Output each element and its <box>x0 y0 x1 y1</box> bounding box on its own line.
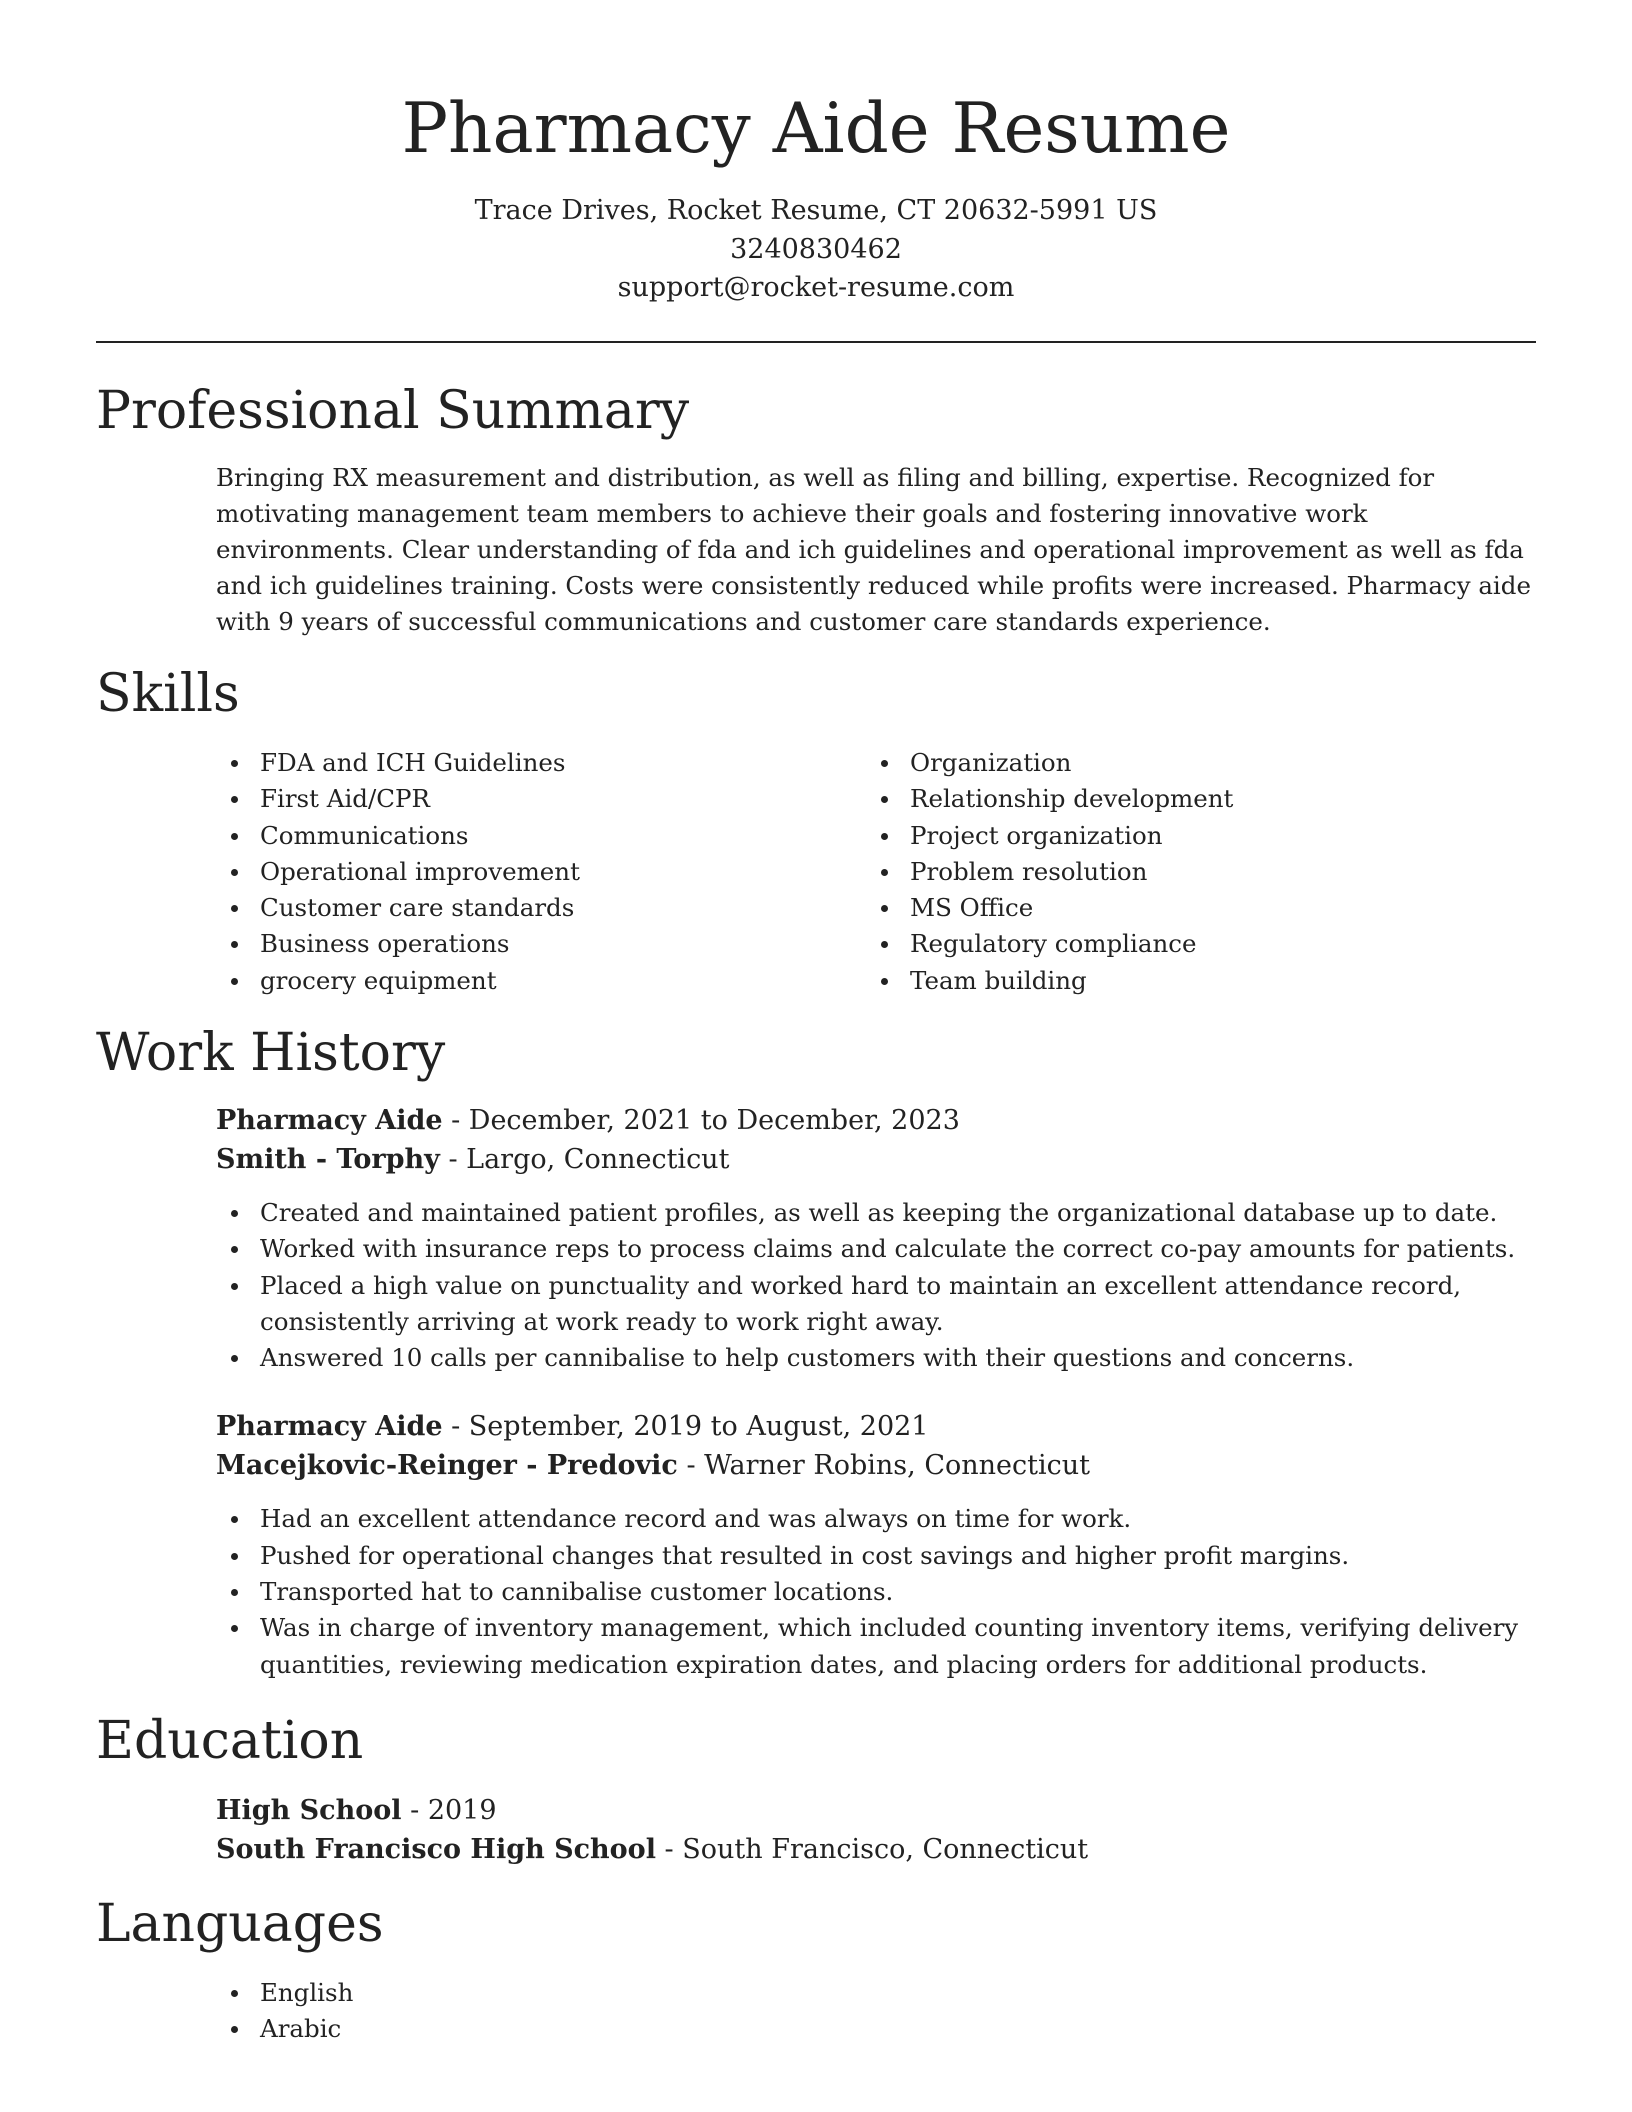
job-bullet-list <box>216 1501 1536 1682</box>
skill-item: FDA and ICH Guidelines <box>216 745 866 781</box>
education-school: South Francisco High School <box>216 1833 656 1865</box>
job-bullet: Answered 10 calls per cannibalise to help customers with their questions and concerns. <box>216 1340 1536 1376</box>
languages-heading: Languages <box>96 1894 384 1954</box>
job-location: - Largo, Connecticut <box>439 1143 730 1175</box>
skill-item: Operational improvement <box>216 854 866 890</box>
job-bullet: Worked with insurance reps to process claims and calculate the correct co-pay amounts for patients. <box>216 1231 1536 1267</box>
contact-email: support@rocket-resume.com <box>617 272 1015 303</box>
languages-section <box>96 1893 1536 2048</box>
skill-item: Communications <box>216 818 866 854</box>
contact-address: Trace Drives, Rocket Resume, CT 20632-5991 US <box>474 195 1158 226</box>
skill-item: MS Office <box>866 890 1516 926</box>
job-bullet: Placed a high value on punctuality and worked hard to maintain an excellent attendance record, consistently arriving at work ready to work right away. <box>216 1268 1536 1341</box>
skill-item: Customer care standards <box>216 890 866 926</box>
education-school-line <box>216 1831 1536 1870</box>
skills-list-right <box>866 745 1516 999</box>
languages-list <box>216 1975 1536 2048</box>
education-degree: High School <box>216 1795 402 1826</box>
education-section <box>96 1710 1536 1869</box>
skill-item: Regulatory compliance <box>866 926 1516 962</box>
job-entry <box>216 1408 1536 1682</box>
contact-phone: 3240830462 <box>730 233 902 265</box>
skills-section <box>96 663 1536 999</box>
skills-columns <box>216 745 1536 999</box>
job-company: Smith - Torphy <box>216 1143 440 1175</box>
skill-item: Team building <box>866 963 1516 999</box>
education-location: - South Francisco, Connecticut <box>655 1833 1089 1865</box>
job-bullet: Was in charge of inventory management, which included counting inventory items, verifying delivery quantities, reviewing medication expiration dates, and placing orders for additional products. <box>216 1610 1536 1683</box>
job-bullet: Created and maintained patient profiles, as well as keeping the organizational database up to date. <box>216 1195 1536 1231</box>
skill-item: Relationship development <box>866 781 1516 817</box>
job-title: Pharmacy Aide <box>216 1105 443 1136</box>
language-item: English <box>216 1975 1536 2011</box>
skill-item: Project organization <box>866 818 1516 854</box>
contact-block <box>96 192 1536 308</box>
job-company: Macejkovic-Reinger - Predovic <box>216 1449 678 1481</box>
summary-heading: Professional Summary <box>96 381 690 441</box>
job-dates: - December, 2021 to December, 2023 <box>442 1105 960 1136</box>
skill-item: Problem resolution <box>866 854 1516 890</box>
education-heading: Education <box>96 1711 364 1771</box>
education-entry <box>216 1792 1536 1869</box>
education-year: - 2019 <box>401 1795 497 1826</box>
job-bullet-list <box>216 1195 1536 1376</box>
work-history-section <box>96 1022 1536 1683</box>
skills-heading: Skills <box>96 664 240 724</box>
resume-title: Pharmacy Aide Resume <box>401 89 1231 169</box>
skill-item: First Aid/CPR <box>216 781 866 817</box>
job-bullet: Had an excellent attendance record and was always on time for work. <box>216 1501 1536 1537</box>
language-item: Arabic <box>216 2011 1536 2047</box>
summary-section <box>96 380 1536 640</box>
header-divider <box>96 341 1536 343</box>
work-history-heading: Work History <box>96 1023 446 1083</box>
job-company-line <box>216 1447 1536 1486</box>
job-title: Pharmacy Aide <box>216 1411 443 1443</box>
skills-list-left <box>216 745 866 999</box>
job-location: - Warner Robins, Connecticut <box>677 1449 1090 1481</box>
job-title-line <box>216 1102 1536 1141</box>
job-dates: - September, 2019 to August, 2021 <box>442 1411 929 1443</box>
resume-header <box>96 84 1536 308</box>
skill-item: Organization <box>866 745 1516 781</box>
job-bullet: Transported hat to cannibalise customer locations. <box>216 1574 1536 1610</box>
job-bullet: Pushed for operational changes that resulted in cost savings and higher profit margins. <box>216 1538 1536 1574</box>
job-entry <box>216 1102 1536 1376</box>
skill-item: grocery equipment <box>216 963 866 999</box>
summary-text: Bringing RX measurement and distribution, as well as filing and billing, expertise. Recognized for motivating management team members to achieve their goals and fostering innovative work environments. Clear understanding of fda and ich guidelines and operational improvement as well as fda and ich guidelines training. Costs were consistently reduced while profits were increased. Pharmacy aide with 9 years of successful communications and customer care standards experience. <box>216 463 1531 636</box>
education-degree-line <box>216 1792 1536 1831</box>
job-title-line <box>216 1408 1536 1447</box>
skill-item: Business operations <box>216 926 866 962</box>
job-company-line <box>216 1141 1536 1180</box>
